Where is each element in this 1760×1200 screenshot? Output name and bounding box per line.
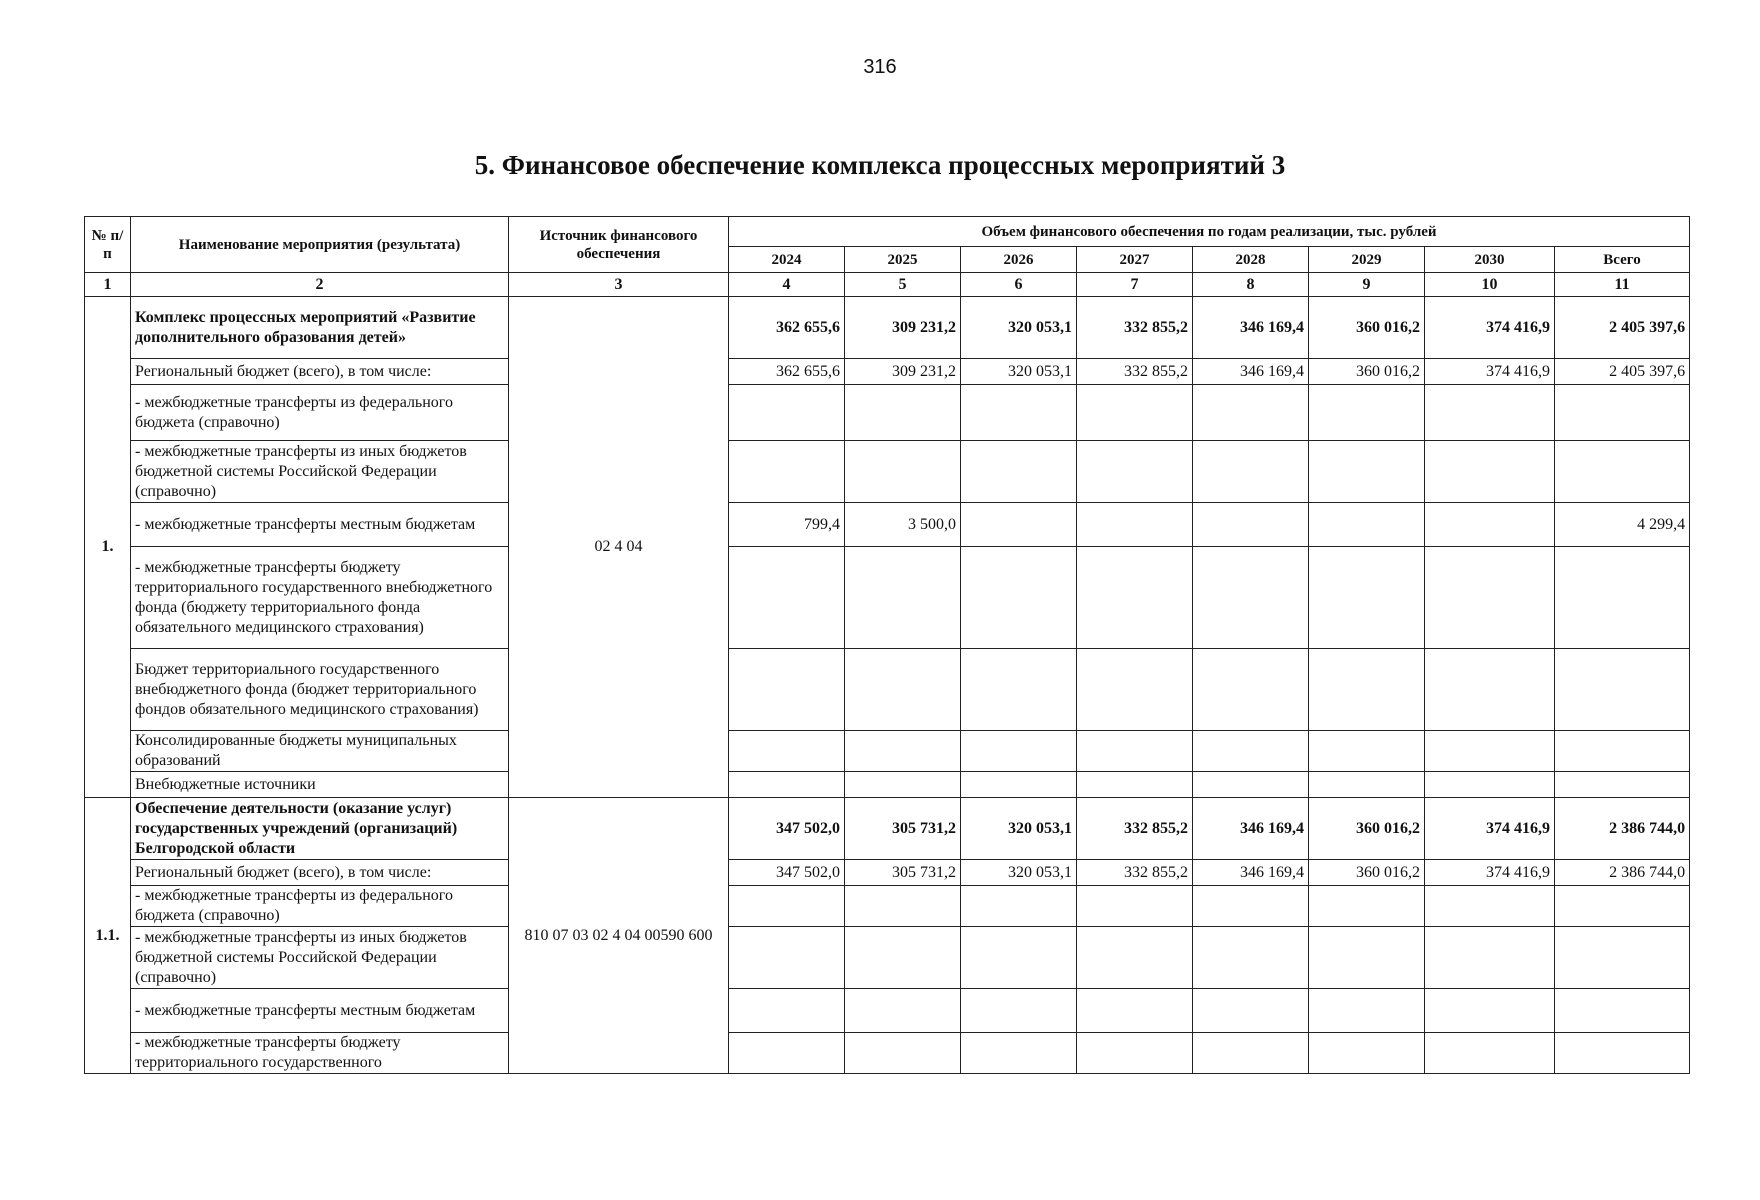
value-cell: [1309, 441, 1425, 503]
row-name: - межбюджетные трансферты из федерального бюджета (справочно): [131, 886, 509, 927]
section-number: 1.1.: [85, 798, 131, 1074]
value-cell: 360 016,2: [1309, 860, 1425, 886]
value-cell: [1309, 927, 1425, 989]
value-cell: 309 231,2: [845, 359, 961, 385]
column-index: 5: [845, 273, 961, 297]
value-cell: [961, 731, 1077, 772]
value-cell: [961, 547, 1077, 649]
value-cell: [961, 927, 1077, 989]
value-cell: 332 855,2: [1077, 798, 1193, 860]
value-cell: [845, 886, 961, 927]
column-index: 6: [961, 273, 1077, 297]
value-cell: [1309, 772, 1425, 798]
table-row: [85, 860, 1690, 886]
value-cell: [729, 731, 845, 772]
value-cell: [1425, 927, 1555, 989]
value-cell: [1309, 503, 1425, 547]
header-volume: Объем финансового обеспечения по годам реализации, тыс. рублей: [729, 217, 1690, 247]
value-cell: 360 016,2: [1309, 359, 1425, 385]
value-cell: [1425, 1033, 1555, 1074]
value-cell: [729, 547, 845, 649]
value-total: [1555, 385, 1690, 441]
value-cell: [729, 927, 845, 989]
row-name: - межбюджетные трансферты бюджету территориального государственного: [131, 1033, 509, 1074]
table-row: [85, 772, 1690, 798]
value-cell: 332 855,2: [1077, 359, 1193, 385]
value-cell: 332 855,2: [1077, 860, 1193, 886]
value-cell: [1193, 547, 1309, 649]
header-year: 2029: [1309, 247, 1425, 273]
value-cell: 362 655,6: [729, 297, 845, 359]
value-cell: [1425, 731, 1555, 772]
value-cell: [845, 772, 961, 798]
value-cell: [1077, 772, 1193, 798]
row-name: Бюджет территориального государственного внебюджетного фонда (бюджет территориального фондов обязательного медицинского страхования): [131, 649, 509, 731]
table-row: [85, 731, 1690, 772]
table-row: [85, 927, 1690, 989]
value-cell: [1309, 989, 1425, 1033]
value-cell: 374 416,9: [1425, 297, 1555, 359]
value-cell: [961, 886, 1077, 927]
value-cell: [1193, 772, 1309, 798]
value-cell: 362 655,6: [729, 359, 845, 385]
column-index: 10: [1425, 273, 1555, 297]
value-total: [1555, 731, 1690, 772]
value-cell: 360 016,2: [1309, 798, 1425, 860]
value-total: [1555, 772, 1690, 798]
value-cell: [1309, 547, 1425, 649]
value-total: 2 386 744,0: [1555, 860, 1690, 886]
value-cell: [961, 649, 1077, 731]
value-cell: [729, 989, 845, 1033]
value-cell: [1077, 503, 1193, 547]
value-cell: [1077, 1033, 1193, 1074]
column-index: 11: [1555, 273, 1690, 297]
value-total: 2 386 744,0: [1555, 798, 1690, 860]
value-cell: [961, 989, 1077, 1033]
value-total: [1555, 649, 1690, 731]
value-cell: 320 053,1: [961, 359, 1077, 385]
value-cell: [1193, 1033, 1309, 1074]
value-cell: [1077, 547, 1193, 649]
value-cell: 347 502,0: [729, 860, 845, 886]
value-total: 4 299,4: [1555, 503, 1690, 547]
value-cell: [729, 385, 845, 441]
row-name: Региональный бюджет (всего), в том числе:: [131, 359, 509, 385]
value-cell: [1309, 1033, 1425, 1074]
table-row: [85, 649, 1690, 731]
value-cell: [845, 927, 961, 989]
value-cell: [729, 649, 845, 731]
value-cell: 320 053,1: [961, 297, 1077, 359]
value-cell: [845, 547, 961, 649]
row-name: - межбюджетные трансферты из иных бюджетов бюджетной системы Российской Федерации (справочно): [131, 441, 509, 503]
value-cell: [1193, 731, 1309, 772]
value-total: 2 405 397,6: [1555, 297, 1690, 359]
value-cell: 346 169,4: [1193, 297, 1309, 359]
page-title: 5. Финансовое обеспечение комплекса процессных мероприятий 3: [474, 150, 1286, 180]
value-cell: [1077, 441, 1193, 503]
value-cell: [729, 1033, 845, 1074]
header-name: Наименование мероприятия (результата): [131, 217, 509, 273]
value-cell: [1425, 503, 1555, 547]
value-cell: 347 502,0: [729, 798, 845, 860]
row-name: Внебюджетные источники: [131, 772, 509, 798]
table-row: [85, 503, 1690, 547]
value-total: [1555, 886, 1690, 927]
value-cell: [961, 503, 1077, 547]
value-cell: [1309, 731, 1425, 772]
section-number: 1.: [85, 297, 131, 798]
value-cell: 346 169,4: [1193, 860, 1309, 886]
value-cell: [729, 441, 845, 503]
value-cell: [1425, 989, 1555, 1033]
value-cell: [1077, 886, 1193, 927]
row-name: - межбюджетные трансферты местным бюджетам: [131, 503, 509, 547]
value-cell: [845, 1033, 961, 1074]
value-cell: [961, 385, 1077, 441]
financing-table: [84, 216, 1690, 1074]
column-index: 9: [1309, 273, 1425, 297]
value-cell: [1309, 649, 1425, 731]
row-name: - межбюджетные трансферты из федерального бюджета (справочно): [131, 385, 509, 441]
value-total: 2 405 397,6: [1555, 359, 1690, 385]
value-cell: [1077, 927, 1193, 989]
value-cell: [1193, 989, 1309, 1033]
page-number: 316: [863, 56, 897, 78]
table-row: [85, 1033, 1690, 1074]
value-cell: [1077, 731, 1193, 772]
value-cell: [1193, 927, 1309, 989]
value-cell: 346 169,4: [1193, 359, 1309, 385]
value-cell: 374 416,9: [1425, 860, 1555, 886]
value-cell: [1193, 503, 1309, 547]
value-cell: 3 500,0: [845, 503, 961, 547]
value-cell: [1077, 649, 1193, 731]
table-row: [85, 385, 1690, 441]
value-cell: [1425, 547, 1555, 649]
value-cell: [1425, 649, 1555, 731]
row-name: - межбюджетные трансферты из иных бюджетов бюджетной системы Российской Федерации (справочно): [131, 927, 509, 989]
value-cell: [1425, 441, 1555, 503]
value-cell: 799,4: [729, 503, 845, 547]
value-total: [1555, 1033, 1690, 1074]
value-total: [1555, 547, 1690, 649]
header-year: 2027: [1077, 247, 1193, 273]
value-cell: [729, 772, 845, 798]
value-cell: 374 416,9: [1425, 798, 1555, 860]
header-year: 2025: [845, 247, 961, 273]
value-cell: [961, 1033, 1077, 1074]
table-row: [85, 441, 1690, 503]
value-cell: 320 053,1: [961, 860, 1077, 886]
value-cell: 320 053,1: [961, 798, 1077, 860]
table-row: [85, 886, 1690, 927]
value-cell: [845, 731, 961, 772]
value-cell: 374 416,9: [1425, 359, 1555, 385]
funding-source: 810 07 03 02 4 04 00590 600: [509, 798, 729, 1074]
value-cell: [1193, 385, 1309, 441]
value-cell: [1309, 385, 1425, 441]
value-cell: 332 855,2: [1077, 297, 1193, 359]
row-name: Комплекс процессных мероприятий «Развитие дополнительного образования детей»: [131, 297, 509, 359]
value-cell: 346 169,4: [1193, 798, 1309, 860]
value-total: [1555, 989, 1690, 1033]
value-cell: [845, 385, 961, 441]
table-row: [85, 798, 1690, 860]
header-num: № п/п: [85, 217, 131, 273]
row-name: - межбюджетные трансферты бюджету территориального государственного внебюджетного фонда (бюджету территориального фонда обязательного медицинского страхования): [131, 547, 509, 649]
value-cell: [729, 886, 845, 927]
header-total: Всего: [1555, 247, 1690, 273]
value-cell: 360 016,2: [1309, 297, 1425, 359]
value-cell: [1425, 772, 1555, 798]
table-row: [85, 359, 1690, 385]
value-cell: [845, 649, 961, 731]
funding-source: 02 4 04: [509, 297, 729, 798]
value-cell: 305 731,2: [845, 798, 961, 860]
value-cell: [1193, 441, 1309, 503]
column-index: 7: [1077, 273, 1193, 297]
header-year: 2024: [729, 247, 845, 273]
row-name: Региональный бюджет (всего), в том числе:: [131, 860, 509, 886]
value-cell: [1309, 886, 1425, 927]
column-index: 2: [131, 273, 509, 297]
value-cell: 305 731,2: [845, 860, 961, 886]
value-cell: [1077, 989, 1193, 1033]
value-cell: [1193, 649, 1309, 731]
value-cell: [845, 441, 961, 503]
table-row: [85, 547, 1690, 649]
value-cell: [961, 441, 1077, 503]
value-total: [1555, 927, 1690, 989]
value-cell: [1425, 385, 1555, 441]
column-index: 1: [85, 273, 131, 297]
value-cell: [1077, 385, 1193, 441]
column-index: 8: [1193, 273, 1309, 297]
value-cell: [845, 989, 961, 1033]
value-cell: [961, 772, 1077, 798]
header-source: Источник финансового обеспечения: [509, 217, 729, 273]
header-year: 2026: [961, 247, 1077, 273]
table-row: [85, 297, 1690, 359]
column-index: 4: [729, 273, 845, 297]
value-cell: [1193, 886, 1309, 927]
value-cell: 309 231,2: [845, 297, 961, 359]
row-name: Обеспечение деятельности (оказание услуг) государственных учреждений (организаций) Белгородской области: [131, 798, 509, 860]
header-year: 2030: [1425, 247, 1555, 273]
header-year: 2028: [1193, 247, 1309, 273]
table-row: [85, 989, 1690, 1033]
column-index: 3: [509, 273, 729, 297]
value-cell: [1425, 886, 1555, 927]
value-total: [1555, 441, 1690, 503]
row-name: Консолидированные бюджеты муниципальных образований: [131, 731, 509, 772]
table-body: [85, 297, 1690, 1074]
row-name: - межбюджетные трансферты местным бюджетам: [131, 989, 509, 1033]
